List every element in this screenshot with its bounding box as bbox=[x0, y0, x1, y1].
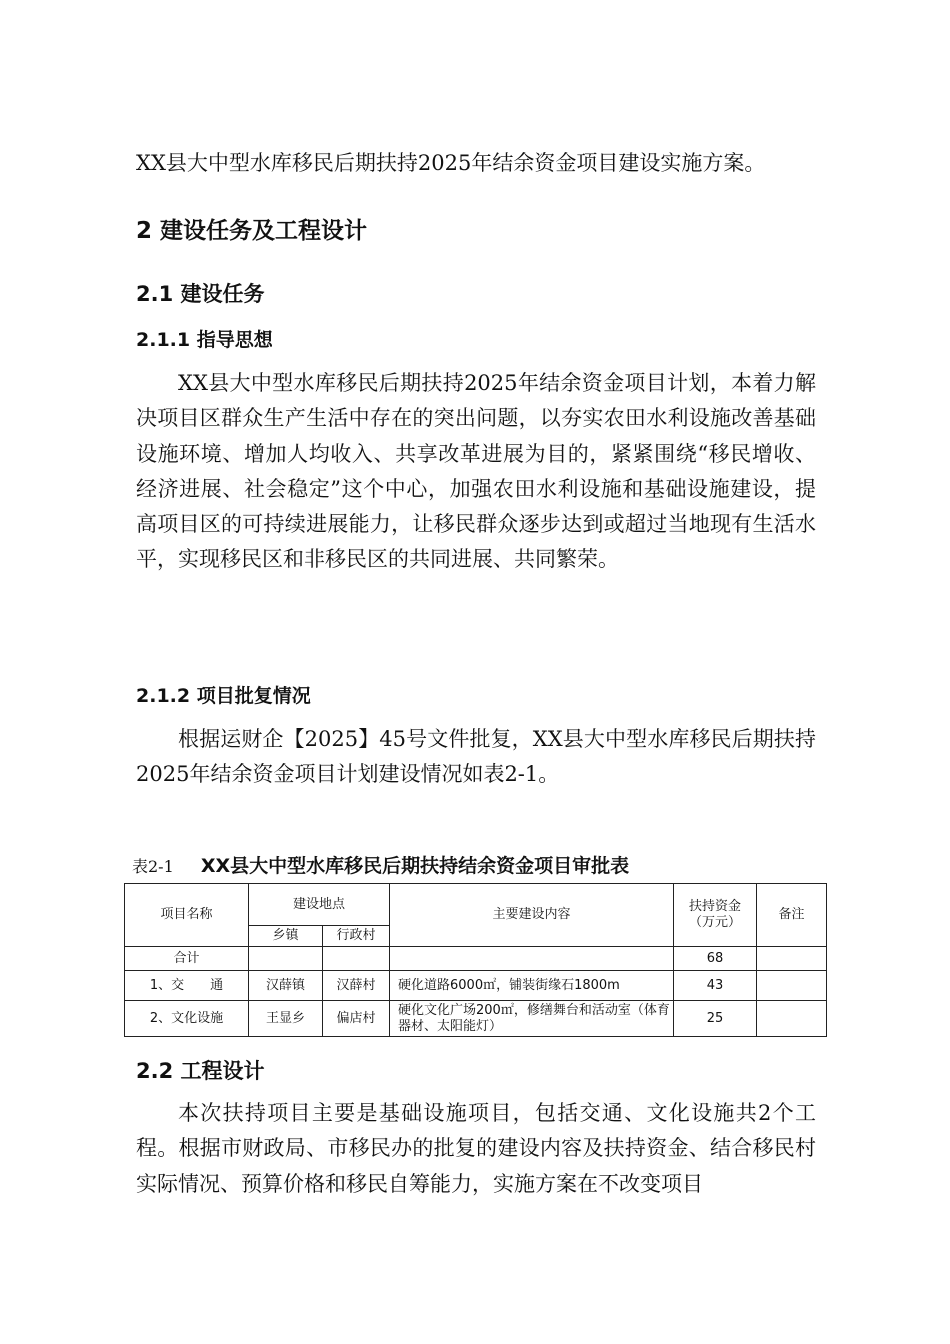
guiding-text: XX县大中型水库移民后期扶持2025年结余资金项目计划，本着力解决项目区群众生产生活中存在的突出问题，以夯实农田水利设施改善基础设施环境、增加人均收入、共享改革进展为目的，紧紧围绕“移民增收、经济进展、社会稳定”这个中心，加强农田水利设施和基础设施建设，提高项目区的可持续进展能力，让移民群众逐步达到或超过当地现有生活水平，实现移民区和非移民区的共同进展、共同繁荣。 bbox=[136, 371, 816, 572]
total-funds: 68 bbox=[674, 947, 757, 971]
intro-line: XX县大中型水库移民后期扶持2025年结余资金项目建设实施方案。 bbox=[136, 151, 766, 175]
header-project-name: 项目名称 bbox=[125, 884, 249, 947]
table-total-row bbox=[125, 947, 827, 971]
row-village: 汉薛村 bbox=[323, 971, 390, 1001]
table-caption-number: 表2-1 bbox=[132, 857, 174, 876]
header-content: 主要建设内容 bbox=[390, 884, 674, 947]
header-remark: 备注 bbox=[757, 884, 827, 947]
table-row bbox=[125, 971, 827, 1001]
approval-text: 根据运财企【2025】45号文件批复，XX县大中型水库移民后期扶持2025年结余资金项目计划建设情况如表2-1。 bbox=[136, 727, 816, 787]
row-remark bbox=[757, 971, 827, 1001]
total-label: 合计 bbox=[125, 947, 249, 971]
header-village: 行政村 bbox=[323, 926, 390, 947]
table-header-row bbox=[125, 884, 827, 926]
section-heading-2-1: 2.1 建设任务 bbox=[136, 282, 265, 306]
row-project-name: 1、交 通 bbox=[125, 971, 249, 1001]
row-remark bbox=[757, 1001, 827, 1037]
design-paragraph bbox=[136, 1096, 816, 1202]
row-township: 王显乡 bbox=[249, 1001, 323, 1037]
row-content: 硬化道路6000㎡，铺装街缘石1800m bbox=[390, 971, 674, 1001]
table-caption-title: XX县大中型水库移民后期扶持结余资金项目审批表 bbox=[200, 855, 630, 877]
section-heading-2-1-1: 2.1.1 指导思想 bbox=[136, 329, 273, 351]
table-caption bbox=[132, 851, 629, 878]
row-funds: 43 bbox=[674, 971, 757, 1001]
approval-paragraph bbox=[136, 722, 816, 793]
row-project-name: 2、文化设施 bbox=[125, 1001, 249, 1037]
header-township: 乡镇 bbox=[249, 926, 323, 947]
row-funds: 25 bbox=[674, 1001, 757, 1037]
header-location: 建设地点 bbox=[249, 884, 390, 926]
guiding-paragraph bbox=[136, 366, 816, 578]
design-text: 本次扶持项目主要是基础设施项目，包括交通、文化设施共2个工程。根据市财政局、市移民办的批复的建设内容及扶持资金、结合移民村实际情况、预算价格和移民自筹能力，实施方案在不改变项目 bbox=[136, 1101, 816, 1196]
header-funds: 扶持资金（万元） bbox=[674, 884, 757, 947]
approval-table bbox=[124, 883, 827, 1037]
table-row bbox=[125, 1001, 827, 1037]
row-township: 汉薛镇 bbox=[249, 971, 323, 1001]
row-content: 硬化文化广场200㎡，修缮舞台和活动室（体育器材、太阳能灯） bbox=[390, 1001, 674, 1037]
section-heading-2-1-2: 2.1.2 项目批复情况 bbox=[136, 685, 311, 707]
row-village: 偏店村 bbox=[323, 1001, 390, 1037]
section-heading-2-2: 2.2 工程设计 bbox=[136, 1059, 265, 1083]
section-heading-2: 2 建设任务及工程设计 bbox=[136, 218, 368, 244]
